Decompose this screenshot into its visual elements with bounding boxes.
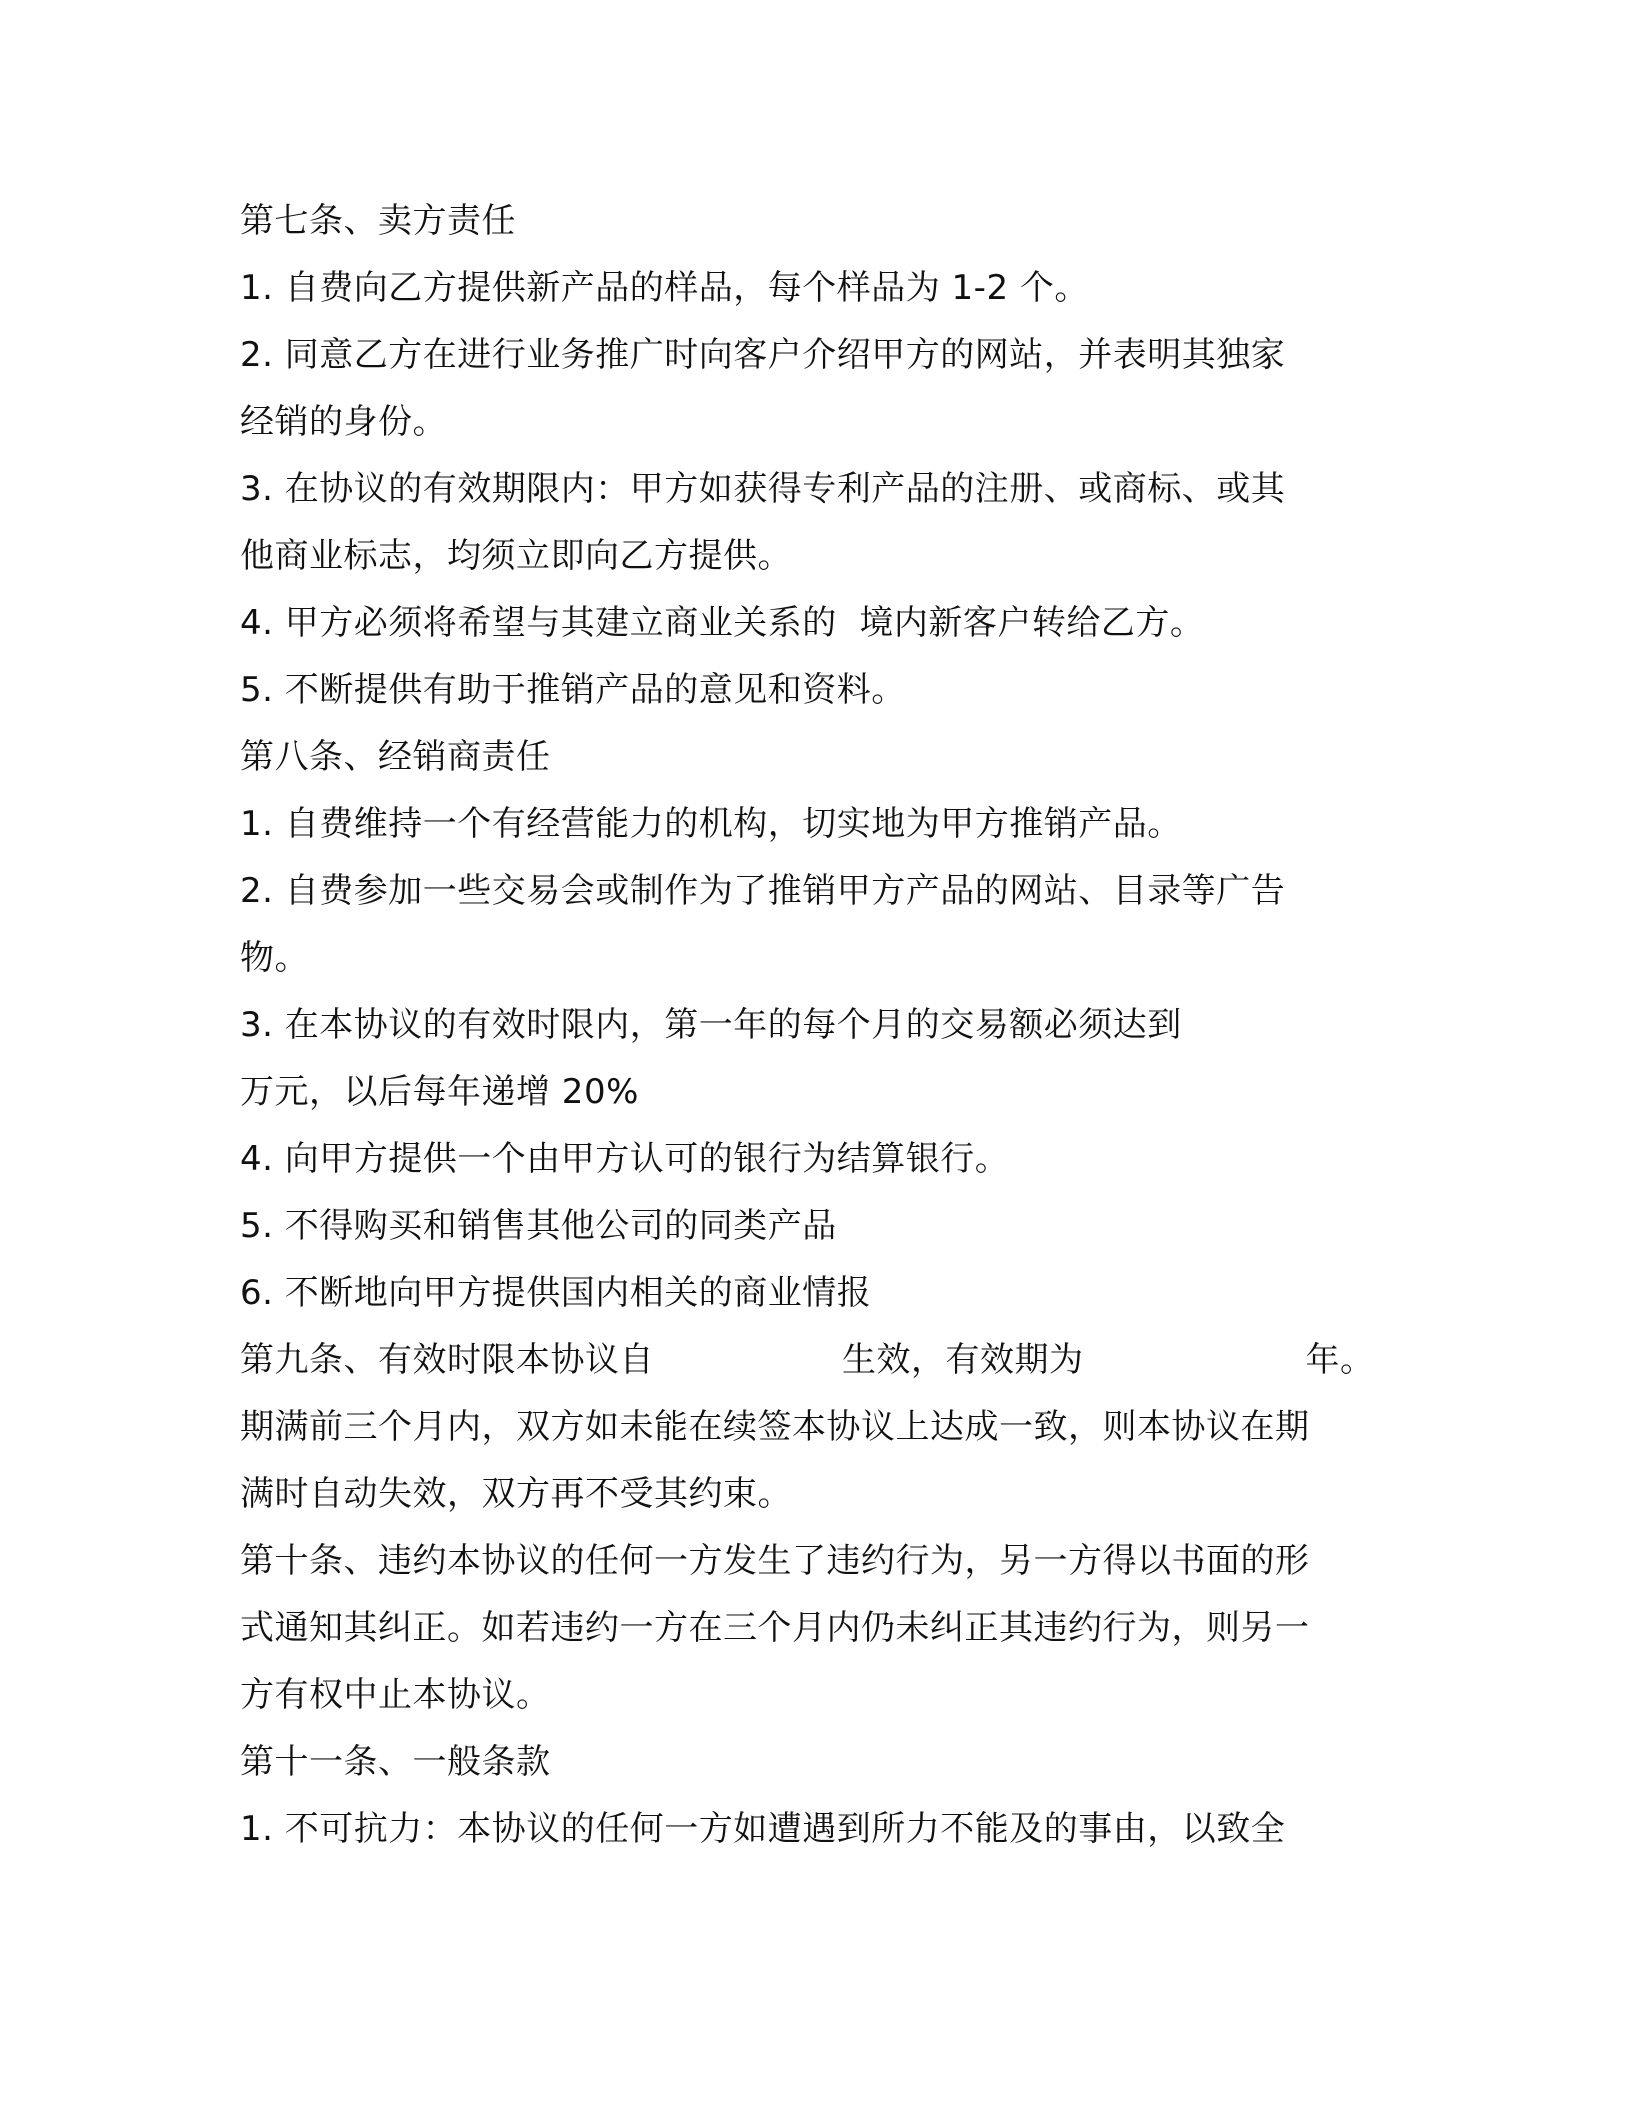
line-text: 他商业标志，均须立即向乙方提供。 [240,536,792,576]
line-text: 1. 不可抗力：本协议的任何一方如遭遇到所力不能及的事由，以致全 [240,1809,1286,1849]
text-line [240,1126,1390,1193]
line-text: 第七条、卖方责任 [240,201,516,241]
text-line [240,858,1390,925]
line-text: 3. 在协议的有效期限内：甲方如获得专利产品的注册、或商标、或其 [240,469,1286,509]
line-text: 物。 [240,938,309,978]
line-text: 期满前三个月内，双方如未能在续签本协议上达成一致，则本协议在期 [240,1407,1310,1447]
text-line [240,1662,1390,1729]
article-11-heading [240,1729,1390,1796]
text-line [240,389,1390,456]
line-text: 5. 不得购买和销售其他公司的同类产品 [240,1206,837,1246]
article-10-line [240,1528,1390,1595]
text-line [240,1461,1390,1528]
line-text: 经销的身份。 [240,402,447,442]
text-line [240,992,1390,1059]
line-text: 2. 自费参加一些交易会或制作为了推销甲方产品的网站、目录等广告 [240,871,1286,911]
article-7-heading [240,188,1390,255]
article-9-text-start: 第九条、有效时限本协议自 [240,1340,654,1380]
line-text: 万元，以后每年递增 20% [240,1072,639,1112]
text-line [240,523,1390,590]
text-line [240,322,1390,389]
article-9-text-end: 年。 [1305,1340,1375,1380]
text-line [240,1059,1390,1126]
line-text: 1. 自费维持一个有经营能力的机构，切实地为甲方推销产品。 [240,804,1182,844]
line-text: 满时自动失效，双方再不受其约束。 [240,1474,792,1514]
text-line [240,1796,1390,1863]
document-body [240,188,1390,1863]
line-text: 第十条、违约本协议的任何一方发生了违约行为，另一方得以书面的形 [240,1541,1310,1581]
line-text: 第八条、经销商责任 [240,737,551,777]
text-line [240,255,1390,322]
article-9-text-middle: 生效，有效期为 [842,1340,1084,1380]
text-line [240,925,1390,992]
line-text: 5. 不断提供有助于推销产品的意见和资料。 [240,670,906,710]
line-text: 第十一条、一般条款 [240,1742,551,1782]
line-text: 3. 在本协议的有效时限内，第一年的每个月的交易额必须达到 [240,1005,1182,1045]
line-text: 2. 同意乙方在进行业务推广时向客户介绍甲方的网站，并表明其独家 [240,335,1286,375]
line-text: 4. 向甲方提供一个由甲方认可的银行为结算银行。 [240,1139,1010,1179]
line-text: 4. 甲方必须将希望与其建立商业关系的 境内新客户转给乙方。 [240,603,1205,643]
line-text: 6. 不断地向甲方提供国内相关的商业情报 [240,1273,872,1313]
text-line [240,1193,1390,1260]
text-line [240,657,1390,724]
line-text: 式通知其纠正。如若违约一方在三个月内仍未纠正其违约行为，则另一 [240,1608,1310,1648]
line-text: 1. 自费向乙方提供新产品的样品，每个样品为 1-2 个。 [240,268,1089,308]
text-line [240,456,1390,523]
text-line [240,1595,1390,1662]
text-line [240,1260,1390,1327]
article-9-line [240,1327,1390,1394]
text-line [240,1394,1390,1461]
line-text: 方有权中止本协议。 [240,1675,551,1715]
text-line [240,590,1390,657]
text-line [240,791,1390,858]
article-8-heading [240,724,1390,791]
